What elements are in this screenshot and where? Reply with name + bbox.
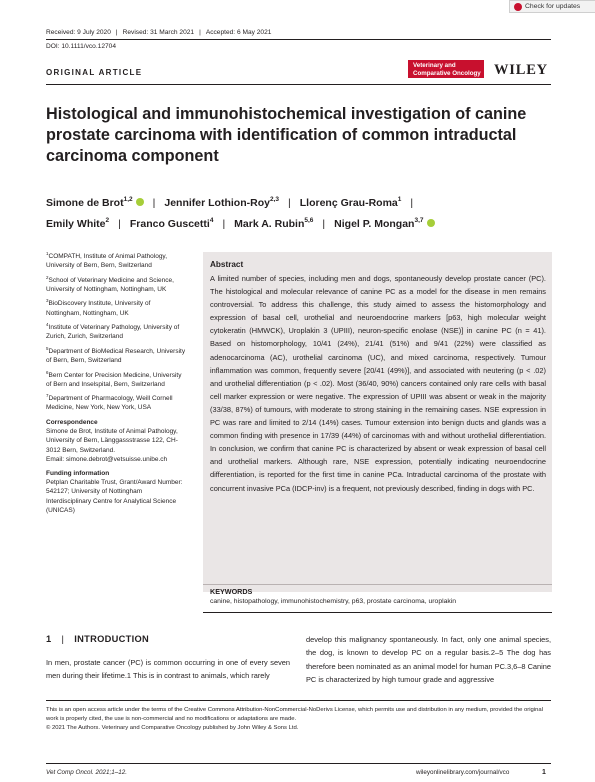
keywords-text: canine, histopathology, immunohistochemistry, p63, prostate carcinoma, uroplakin: [210, 598, 457, 605]
author-7[interactable]: Nigel P. Mongan$^{3,7}$: [334, 218, 434, 230]
correspondence-heading: Correspondence: [46, 418, 98, 426]
author-6[interactable]: Mark A. Rubin$^{5,6}$: [234, 216, 314, 230]
received-date: Received: 9 July 2020: [46, 29, 111, 36]
accepted-date: Accepted: 6 May 2021: [205, 29, 272, 36]
check-updates-icon: [514, 3, 522, 11]
revised-date: Revised: 31 March 2021: [122, 29, 195, 36]
author-5[interactable]: Franco Guscetti$^4$: [129, 216, 214, 230]
affiliation: $^6$Bern Center for Precision Medicine, University of Bern and Inselspital, Bern, Switzerland: [46, 369, 182, 388]
footer-url[interactable]: wileyonlinelibrary.com/journal/vco: [416, 769, 510, 776]
keywords-rule: [203, 584, 552, 585]
affiliations-column: [46, 252, 186, 515]
funding-heading: Funding information: [46, 469, 110, 477]
author-1[interactable]: Simone de Brot$^{1,2}$: [46, 197, 144, 209]
footer-rule: [46, 763, 551, 764]
correspondence-email[interactable]: Email: simone.debrot@vetsuisse.unibe.ch: [46, 455, 168, 463]
publisher-logo[interactable]: WILEY: [494, 62, 548, 78]
abstract-bottom-rule: [203, 612, 552, 613]
section-heading-introduction: 1 | INTRODUCTION: [46, 634, 150, 644]
author-3[interactable]: Llorenç Grau-Roma$^1$: [299, 196, 402, 209]
article-title: Histological and immunohistochemical investigation of canine prostate carcinoma with identification of common intraductal carcinoma component: [46, 105, 527, 165]
license-rule: [46, 700, 551, 701]
intro-text-left: In men, prostate cancer (PC) is common occurring in one of every seven men during their lifetime.1 This is in contrast to animals, which rarely: [46, 658, 290, 681]
doi[interactable]: DOI: 10.1111/vco.12704: [46, 43, 117, 50]
affiliation: $^1$COMPATH, Institute of Animal Pathology, University of Bern, Bern, Switzerland: [46, 251, 168, 270]
abstract-heading: Abstract: [210, 260, 244, 269]
affiliation: $^5$Department of BioMedical Research, University of Bern, Bern, Switzerland: [46, 345, 186, 365]
license-text: This is an open access article under the terms of the Creative Commons Attribution-NonCommercial-NoDerivs License, which permits use and distribution in any medium, provided the original work is properly cited, the use is non-commercial and no modifications or adaptations are made. © 2021 The Authors. Veterinary and Comparative Oncology published by John Wiley & Sons Ltd.: [46, 707, 543, 732]
affiliation: $^4$Institute of Veterinary Pathology, University of Zurich, Zurich, Switzerland: [46, 322, 180, 341]
correspondence-text: Simone de Brot, Institute of Animal Pathology, University of Bern, Länggassstrasse 122, CH-3012 Bern, Switzerland.: [46, 428, 178, 454]
title-rule-top: [46, 84, 551, 85]
header-rule: [46, 39, 551, 40]
journal-logo[interactable]: Veterinary and Comparative Oncology: [408, 60, 484, 78]
affiliation: $^2$School of Veterinary Medicine and Science, University of Nottingham, Nottingham, UK: [46, 274, 174, 293]
check-updates-label: Check for updates: [525, 3, 581, 10]
intro-text-right: develop this malignancy spontaneously. In fact, only one animal species, the dog, is known to develop PC on a regular basis.2–5 The dog has therefore been nominated as an animal model for human PC.3,6–8 Canine PC is characterized by high tumour grade and aggressive: [306, 635, 551, 685]
author-4[interactable]: Emily White$^2$: [46, 216, 110, 230]
article-dates: Received: 9 July 2020 | Revised: 31 March 2021 | Accepted: 6 May 2021: [46, 29, 272, 36]
affiliation: $^3$BioDiscovery Institute, University of Nottingham, Nottingham, UK: [46, 298, 151, 317]
author-list: Simone de Brot$^{1,2}$ | Jennifer Lothion-Roy$^{2,3}$ | Llorenç Grau-Roma$^1$ | Emily White$^2$ | Franco Guscetti$^4$ | Mark A. Rubin$^{5,6}$ | Nigel P. Mongan$^{3,7}$: [46, 193, 551, 234]
orcid-icon[interactable]: [136, 198, 144, 206]
check-for-updates-badge[interactable]: [509, 0, 595, 13]
footer-citation: Vet Comp Oncol. 2021;1–12.: [46, 769, 127, 776]
funding-text: Petplan Charitable Trust, Grant/Award Number: 542127; University of Nottingham Interdisciplinary Centre for Analytical Science (UNICAS): [46, 479, 183, 514]
keywords-heading: KEYWORDS: [210, 587, 253, 596]
orcid-icon[interactable]: [427, 219, 435, 227]
article-type: ORIGINAL ARTICLE: [46, 68, 143, 77]
affiliation: $^7$Department of Pharmacology, Weill Cornell Medicine, New York, New York, USA: [46, 393, 173, 412]
author-2[interactable]: Jennifer Lothion-Roy$^{2,3}$: [164, 196, 280, 209]
page-number: 1: [542, 769, 546, 776]
abstract-text: A limited number of species, including men and dogs, spontaneously develop prostate cancer (PC). The histological and molecular relevance of canine PC as a model for the disease in men remains controversial. To address this challenge, this study aimed to assess the histomorphology and expression of basal cell, urothelial and neuroendocrine markers [p63, high molecular weight cytokeratin (HMWCK), Uroplakin 3 (UPIII), neuron-specific enolase (NSE)] in canine PC (n = 41). Based on histomorphology, 10/41 (24%), 21/41 (51%) and 9/41 (22%) were classified as adenocarcinoma (AC), urothelial carcinoma (UC), and mixed carcinoma, respectively. Tumour inflammation was common, frequently severe [20/41 (49%)], and associated with neutering (p < .02) and urothelial differentiation (p < .02). Most (36/40, 90%) cancers contained only rare cells with basal cell marker expression or were negative. The expression of UPIII was absent or weak in the majority (33/38, 87%) of tumours, with moderate to strong staining in the remaining cases. NSE expression in PC was rare and limited to 2/14 (14%) cases. Tumour extension into benign ducts and glands was a common finding with presence in 17/39 (44%) of carcinomas with and without urothelial differentiation. In conclusion, we confirm that canine PC is characterized by absent or weak expression of basal cell and urothelial markers. Although rare, NSE expression, potentially indicating neuroendocrine differentiation, is reported for the first time in canine PCa. Intraductal carcinoma of the prostate with concurrent invasive PCa (IDCP-inv) is a frequent, not previously described, finding in dogs with PC.: [210, 274, 546, 493]
